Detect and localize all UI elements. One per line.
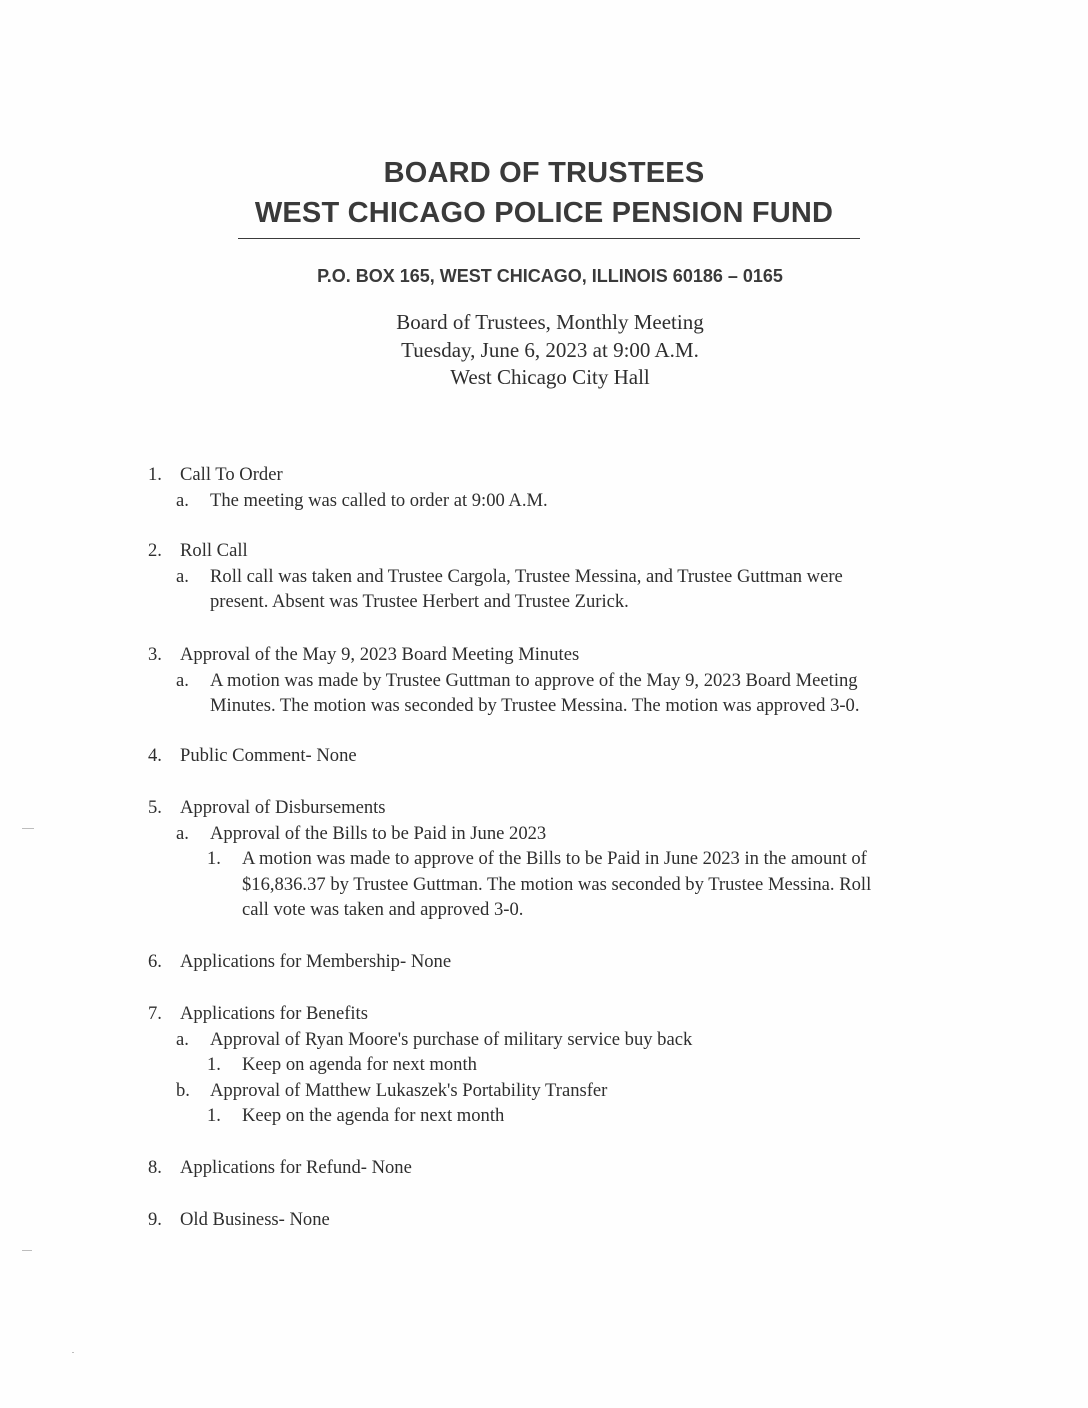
subsubitem-text: $16,836.37 by Trustee Guttman. The motion was seconded by Trustee Messina. Roll [242,874,872,895]
subitem-text: Approval of Ryan Moore's purchase of military service buy back [210,1029,693,1050]
scan-mark [72,1352,74,1353]
item-number: 9. [148,1209,162,1230]
item-title: Applications for Membership- None [180,951,452,972]
item-title: Approval of Disbursements [180,797,386,818]
item-title: Approval of the May 9, 2023 Board Meeting Minutes [180,644,580,665]
subitem-marker: a. [176,1029,189,1050]
subitem-text: A motion was made by Trustee Guttman to approve of the May 9, 2023 Board Meeting [210,670,858,691]
subsubitem-marker: 1. [207,1105,221,1126]
meeting-line-3: West Chicago City Hall [450,365,650,389]
title-line-2: WEST CHICAGO POLICE PENSION FUND [254,197,834,229]
item-number: 3. [148,644,162,665]
subitem-text: Minutes. The motion was seconded by Trustee Messina. The motion was approved 3-0. [210,695,860,716]
scan-mark [22,828,34,829]
subsubitem-marker: 1. [207,1054,221,1075]
subsubitem-text: Keep on the agenda for next month [242,1105,505,1126]
item-title: Old Business- None [180,1209,330,1230]
item-title: Applications for Refund- None [180,1157,412,1178]
scan-mark [22,1250,32,1251]
subitem-marker: a. [176,670,189,691]
title-line-1: BOARD OF TRUSTEES [383,157,705,189]
item-number: 1. [148,464,162,485]
subsubitem-text: A motion was made to approve of the Bills to be Paid in June 2023 in the amount of [242,848,867,869]
subitem-text: Approval of the Bills to be Paid in June 2023 [210,823,547,844]
address-line: P.O. BOX 165, WEST CHICAGO, ILLINOIS 60186 – 0165 [317,266,783,286]
item-title: Roll Call [180,540,248,561]
subitem-marker: a. [176,823,189,844]
subsubitem-text: call vote was taken and approved 3-0. [242,899,524,920]
meeting-line-1: Board of Trustees, Monthly Meeting [396,310,704,334]
item-title: Public Comment- None [180,745,357,766]
subitem-marker: a. [176,490,189,511]
subitem-marker: b. [176,1080,190,1101]
item-title: Applications for Benefits [180,1003,368,1024]
subitem-text: The meeting was called to order at 9:00 A.M. [210,490,548,511]
item-number: 5. [148,797,162,818]
item-number: 4. [148,745,162,766]
subitem-text: present. Absent was Trustee Herbert and Trustee Zurick. [210,591,629,612]
subsubitem-text: Keep on agenda for next month [242,1054,477,1075]
meeting-line-2: Tuesday, June 6, 2023 at 9:00 A.M. [401,338,699,362]
title-rule [238,238,860,239]
subsubitem-marker: 1. [207,848,221,869]
item-number: 2. [148,540,162,561]
item-title: Call To Order [180,464,283,485]
subitem-text: Roll call was taken and Trustee Cargola, Trustee Messina, and Trustee Guttman were [210,566,843,587]
subitem-marker: a. [176,566,189,587]
item-number: 8. [148,1157,162,1178]
item-number: 6. [148,951,162,972]
subitem-text: Approval of Matthew Lukaszek's Portability Transfer [210,1080,608,1101]
item-number: 7. [148,1003,162,1024]
